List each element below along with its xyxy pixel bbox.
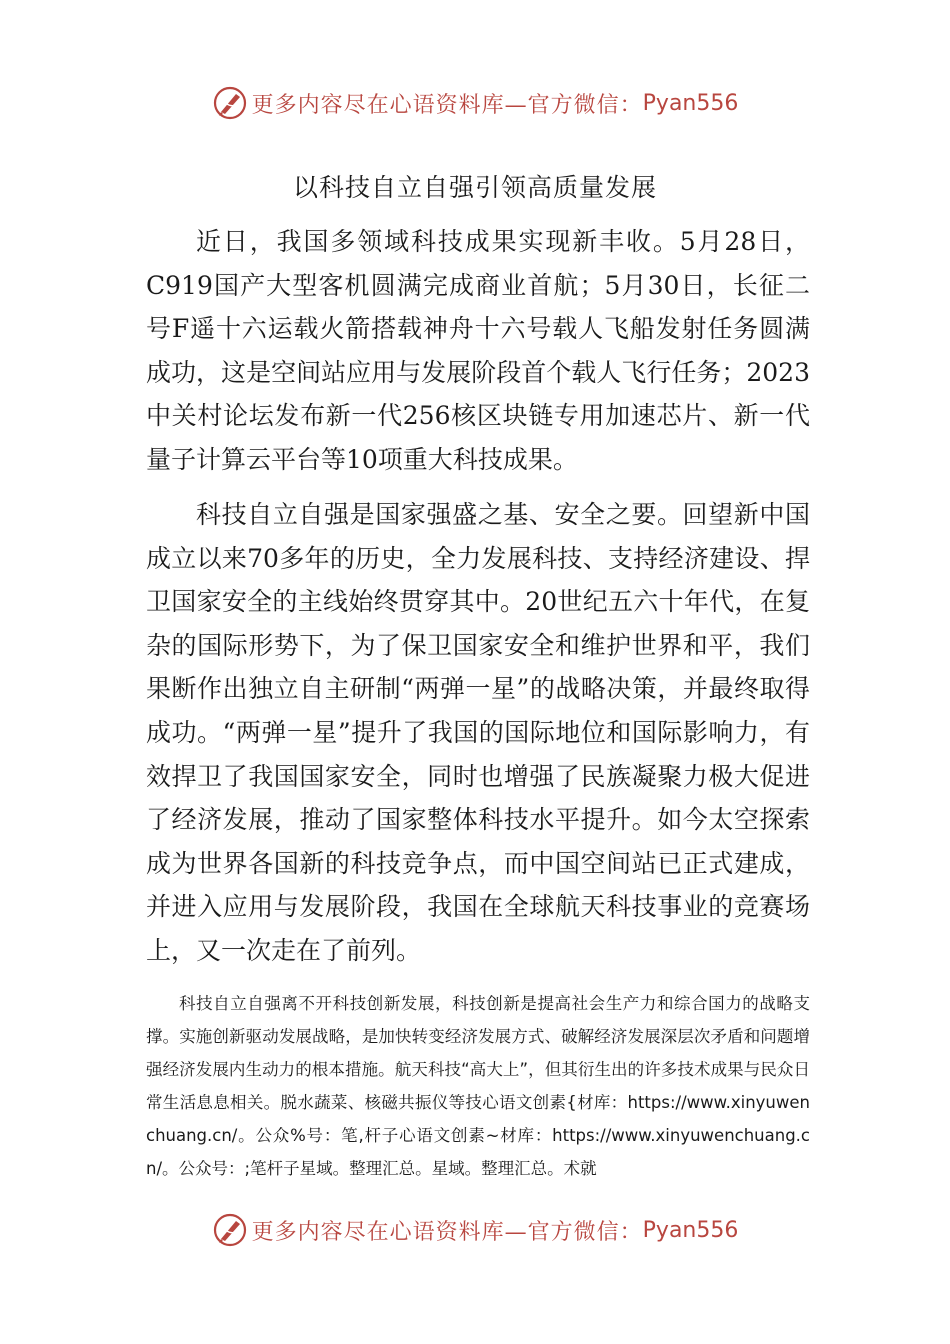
banner-text: 更多内容尽在心语资料库—官方微信： [251, 1219, 643, 1245]
paragraph-2: 科技自立自强是国家强盛之基、安全之要。回望新中国成立以来70多年的历史，全力发展科技、支持经济建设、捍卫国家安全的主线始终贯穿其中。20世纪五六十年代，在复杂的国际形势下，为了保卫国家安全和维护世界和平，我们果断作出独立自主研制“两弹一星”的战略决策，并最终取得成功。“两弹一星”提升了我国的国际地位和国际影响力，有效捍卫了我国国家安全，同时也增强了民族凝聚力极大促进了经济发展，推动了国家整体科技水平提升。如今太空探索成为世界各国新的科技竞争点，而中国空间站已正式建成，并进入应用与发展阶段，我国在全球航天科技事业的竞赛场上，又一次走在了前列。 [146, 500, 810, 965]
document-title: 以科技自立自强引领高质量发展 [292, 173, 657, 202]
banner-text: 更多内容尽在心语资料库—官方微信： [251, 92, 643, 118]
pen-logo-icon [212, 1212, 248, 1248]
paragraph-3: 科技自立自强离不开科技创新发展，科技创新是提高社会生产力和综合国力的战略支撑。实施创新驱动发展战略，是加快转变经济发展方式、破解经济发展深层次矛盾和问题增强经济发展内生动力的根本措施。航天科技“高大上”，但其衍生出的许多技术成果与民众日常生活息息相关。脱水蔬菜、核磁共振仪等技心语文创素{材库：https://www.xinyuwenchuang.cn/。公众%号：笔,杆子心语文创素~材库：https://www.xinyuwenchuang.cn/。公众号：;笔杆子星域。整理汇总。星域。整理汇总。术就 [146, 994, 810, 1178]
paragraph-1: 近日，我国多领域科技成果实现新丰收。5月28日，C919国产大型客机圆满完成商业首航；5月30日，长征二号F遥十六运载火箭搭载神舟十六号载人飞船发射任务圆满成功，这是空间站应用与发展阶段首个载人飞行任务；2023中关村论坛发布新一代256核区块链专用加速芯片、新一代量子计算云平台等10项重大科技成果。 [146, 227, 810, 474]
header-banner [0, 83, 950, 123]
footer-banner [0, 1210, 950, 1250]
pen-logo-icon [212, 85, 248, 121]
banner-wechat-id: Pyan556 [642, 1217, 739, 1243]
banner-wechat-id: Pyan556 [642, 90, 739, 116]
